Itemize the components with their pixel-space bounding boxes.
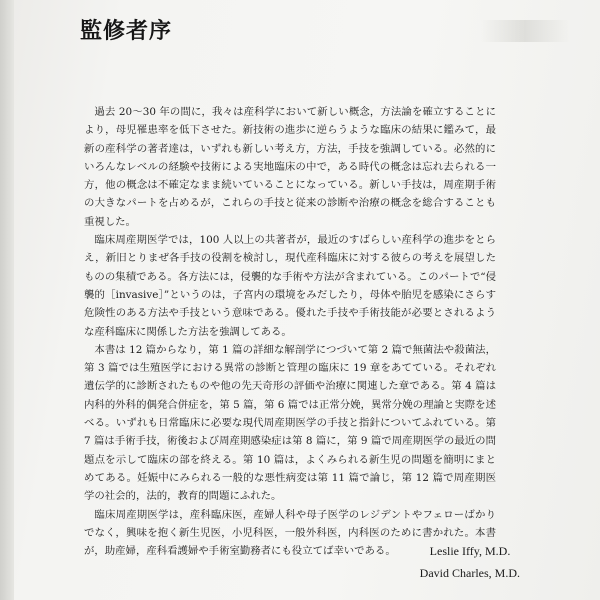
paragraph-2: 臨床周産期医学では，100 人以上の共著者が，最近のすばらしい産科学の進歩をとらえ，新旧とりまぜ各手技の役割を検討し，現代産科臨床に対する彼らの考えを展望したものの集積である。各方法には，侵襲的な手術や方法が含まれている。このパートで“侵襲的［invasive］”というのは，子宮内の環境をみだしたり，母体や胎児を感染にさらす危険性のある方法や手技という意味である。優れた手技や手術技能が必要とされるような産科臨床に関係した方法を強調してある。 <box>84 234 496 338</box>
paragraph-4: 臨床周産期医学は，産科臨床医，産婦人科や母子医学のレジデントやフェローばかりでなく，興味を抱く新生児医，小児科医，一般外科医，内科医のために書かれた。本書が，助産婦，産科看護婦や手術室勤務者にも役立てば幸いである。 <box>84 508 496 558</box>
paragraph-1: 過去 20〜30 年の間に，我々は産科学において新しい概念，方法論を確立することにより，母児罹患率を低下させた。新技術の進歩に逆らうような臨床の結果に鑑みて，最新の産科学の著者達は，いずれも新しい考え方，方法，手技を強調している。必然的にいろんなレベルの経験や技術による実地臨床の中で，ある時代の概念は忘れ去られる一方，他の概念は不確定なまま続いていることになっている。新しい手技は，周産期手術の大きなパートを占めるが，これらの手技と従来の診断や治療の概念を総合することも重視した。 <box>84 106 496 228</box>
signature-block <box>420 540 520 584</box>
page-binding-edge <box>0 0 14 600</box>
signature-1: Leslie Iffy, M.D. <box>429 544 511 558</box>
preface-body <box>84 103 496 560</box>
signature-2: David Charles, M.D. <box>419 566 520 580</box>
page-title: 監修者序 <box>80 19 173 44</box>
paragraph-3: 本書は 12 篇からなり，第 1 篇の詳細な解剖学につづいて第 2 篇で無菌法や殺菌法，第 3 篇では生殖医学における異常の診断と管理の臨床に 19 章をあてている。それぞれ遺伝学的に診断されたものや他の先天奇形の評価や治療に関連した章である。第 4 篇は内科的外科的偶発合併症を，第 5 篇，第 6 篇では正常分娩，異常分娩の理論と実際を述べる。いずれも日常臨床に必要な現代周産期医学の手技と指針についてふれている。第 7 篇は手術手技，術後および周産期感染症は第 8 篇に，第 9 篇で周産期医学の最近の問題点を示して臨床の部を終える。第 10 篇は，よくみられる新生児の問題を簡明にまとめてある。妊娠中にみられる一般的な悪性病変は第 11 篇で論じ，第 12 篇で周産期医学の社会的，法的，教育的問題にふれた。 <box>84 343 496 503</box>
show-through-text <box>480 20 570 42</box>
